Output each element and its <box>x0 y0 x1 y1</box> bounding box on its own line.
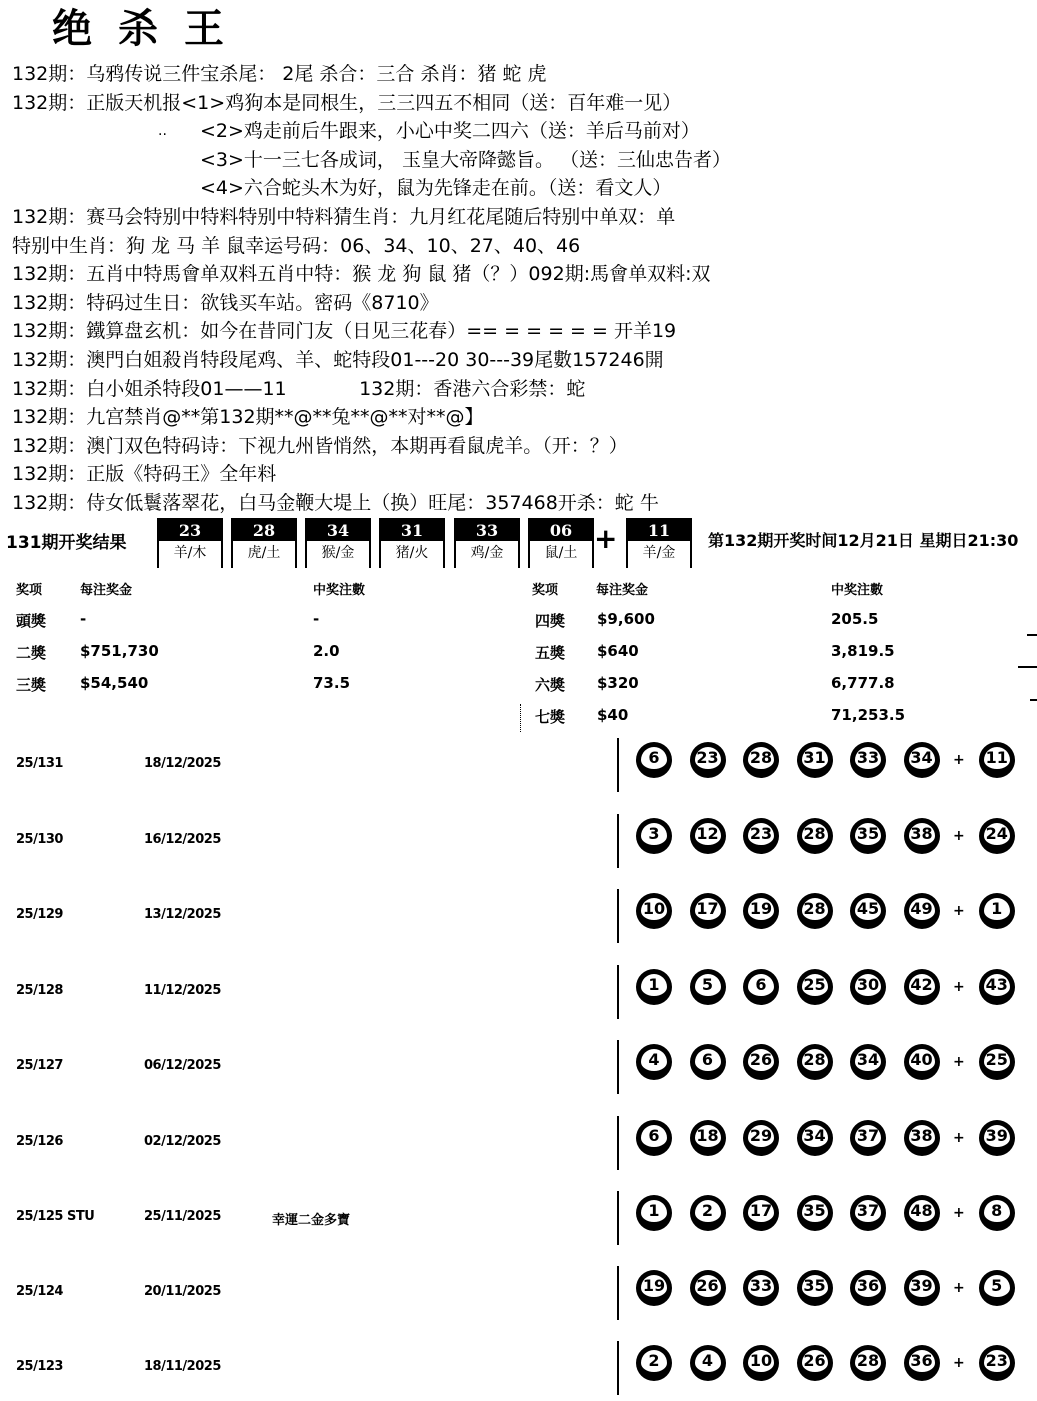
prize-winners: - <box>313 610 320 628</box>
history-issue: 25/124 <box>16 1284 63 1299</box>
history-issue: 25/129 <box>16 907 63 922</box>
plus-icon: + <box>953 1205 965 1221</box>
special-ball <box>626 518 692 568</box>
prize-tier: 頭獎 <box>16 612 47 630</box>
history-row <box>0 1341 1037 1401</box>
number-ball: 36 <box>904 1345 940 1381</box>
number-ball: 30 <box>850 969 886 1005</box>
prize-header-amount: 每注奖金 <box>596 583 649 598</box>
prize-winners: 6,777.8 <box>831 674 895 692</box>
number-ball: 10 <box>636 893 672 929</box>
number-ball: 28 <box>850 1345 886 1381</box>
draw-ball-number: 28 <box>233 520 295 541</box>
number-ball: 26 <box>797 1345 833 1381</box>
history-balls <box>636 1044 1032 1080</box>
prize-winners: 205.5 <box>831 610 879 628</box>
plus-icon: + <box>953 903 965 919</box>
prediction-line: 132期：乌鸦传说三件宝杀尾： 2尾 杀合：三合 杀肖：猪 蛇 虎 <box>12 63 547 85</box>
history-issue: 25/128 <box>16 983 63 998</box>
history-row <box>0 889 1037 949</box>
history-issue: 25/130 <box>16 832 63 847</box>
prediction-line: 132期：侍女低鬟落翠花，白马金鞭大堤上（换）旺尾：357468开杀：蛇 牛 <box>12 491 659 514</box>
number-ball: 34 <box>904 742 940 778</box>
number-ball: 19 <box>636 1270 672 1306</box>
number-ball: 1 <box>636 1195 672 1231</box>
number-ball: 4 <box>636 1044 672 1080</box>
history-row <box>0 1116 1037 1176</box>
prize-header-winners: 中奖注數 <box>831 583 884 598</box>
number-ball: 40 <box>904 1044 940 1080</box>
special-number-ball: 25 <box>979 1044 1015 1080</box>
prize-tier: 三獎 <box>16 676 47 694</box>
divider <box>520 704 522 732</box>
prediction-line: 132期：特码过生日：欲钱买车站。密码《8710》 <box>12 291 439 314</box>
draw-ball-number: 23 <box>159 520 221 541</box>
draw-ball <box>454 518 520 568</box>
prediction-line: 132期：九宫禁肖@**第132期**@**兔**@**对**@】 <box>12 406 484 429</box>
number-ball: 19 <box>743 893 779 929</box>
number-ball: 48 <box>904 1195 940 1231</box>
number-ball: 26 <box>690 1270 726 1306</box>
special-number-ball: 5 <box>979 1270 1015 1306</box>
divider <box>1018 666 1037 668</box>
prediction-line: 132期：五肖中特馬會单双料五肖中特：猴 龙 狗 鼠 猪（？）092期:馬會单双料:双 <box>12 263 711 286</box>
history-row <box>0 1266 1037 1326</box>
prediction-line: 132期：白小姐杀特段01——11 132期：香港六合彩禁：蛇 <box>12 377 586 400</box>
plus-icon: + <box>594 522 618 555</box>
divider <box>617 965 619 1019</box>
special-ball-zodiac: 羊/金 <box>642 545 676 561</box>
draw-ball-number: 06 <box>530 520 592 541</box>
divider <box>617 1191 619 1245</box>
prediction-line: 132期：赛马会特别中特料特别中特料猜生肖：九月红花尾随后特别中单双：单 <box>12 205 676 228</box>
number-ball: 37 <box>850 1120 886 1156</box>
plus-icon: + <box>953 1355 965 1371</box>
prediction-line <box>12 117 1032 146</box>
prediction-line: 132期：正版天机报<1>鸡狗本是同根生，三三四五不相同（送：百年难一见） <box>12 91 682 114</box>
divider <box>617 1116 619 1170</box>
history-issue: 25/123 <box>16 1359 63 1374</box>
number-ball: 1 <box>636 969 672 1005</box>
number-ball: 33 <box>850 742 886 778</box>
divider <box>617 1341 619 1395</box>
prediction-line: 特别中生肖：狗 龙 马 羊 鼠幸运号码：06、34、10、27、40、46 <box>12 234 581 257</box>
draw-ball-zodiac: 虎/土 <box>247 545 281 561</box>
prize-amount: $320 <box>597 674 639 692</box>
special-number-ball: 11 <box>979 742 1015 778</box>
draw-ball <box>305 518 371 568</box>
special-number-ball: 1 <box>979 893 1015 929</box>
prediction-line-text: <2>鸡走前后牛跟来，小心中奖二四六（送：羊后马前对） <box>200 120 700 143</box>
draw-ball <box>157 518 223 568</box>
prize-tier: 七獎 <box>535 708 566 726</box>
prize-amount: $54,540 <box>80 674 149 692</box>
divider <box>617 1040 619 1094</box>
history-balls <box>636 1345 1032 1381</box>
history-balls <box>636 969 1032 1005</box>
number-ball: 6 <box>743 969 779 1005</box>
prize-tier: 四獎 <box>535 612 566 630</box>
prediction-line: 132期：正版《特码王》全年料 <box>12 463 277 486</box>
prediction-line: 132期：鐵算盘玄机：如今在昔同门友（日见三花春）== = = = = = 开羊19 <box>12 320 677 343</box>
plus-icon: + <box>953 1054 965 1070</box>
history-balls <box>636 1120 1032 1156</box>
number-ball: 12 <box>690 818 726 854</box>
number-ball: 18 <box>690 1120 726 1156</box>
prize-header-winners: 中奖注數 <box>313 583 366 598</box>
history-date: 06/12/2025 <box>144 1058 221 1073</box>
draw-ball <box>231 518 297 568</box>
number-ball: 49 <box>904 893 940 929</box>
prediction-line: 132期：澳門白姐殺肖特段尾鸡、羊、蛇特段01---20 30---39尾數157246開 <box>12 348 664 371</box>
history-balls <box>636 742 1032 778</box>
number-ball: 17 <box>743 1195 779 1231</box>
number-ball: 23 <box>690 742 726 778</box>
plus-icon: + <box>953 752 965 768</box>
special-number-ball: 8 <box>979 1195 1015 1231</box>
next-draw-time: 第132期开奖时间12月21日 星期日21:30 <box>708 531 1019 550</box>
prize-header-amount: 每注奖金 <box>80 583 133 598</box>
draw-ball-number: 33 <box>456 520 518 541</box>
special-number-ball: 24 <box>979 818 1015 854</box>
history-date: 13/12/2025 <box>144 907 221 922</box>
history-balls <box>636 1270 1032 1306</box>
number-ball: 28 <box>797 818 833 854</box>
history-balls <box>636 1195 1032 1231</box>
number-ball: 34 <box>797 1120 833 1156</box>
special-number-ball: 23 <box>979 1345 1015 1381</box>
number-ball: 6 <box>636 742 672 778</box>
number-ball: 3 <box>636 818 672 854</box>
history-date: 20/11/2025 <box>144 1284 221 1299</box>
number-ball: 33 <box>743 1270 779 1306</box>
prize-amount: $751,730 <box>80 642 159 660</box>
draw-ball-zodiac: 鼠/土 <box>544 545 578 561</box>
number-ball: 38 <box>904 818 940 854</box>
number-ball: 2 <box>636 1345 672 1381</box>
history-row <box>0 738 1037 798</box>
prediction-list <box>12 60 1032 518</box>
divider <box>1030 699 1037 701</box>
prize-header-name: 奖项 <box>16 583 43 598</box>
history-row <box>0 1040 1037 1100</box>
number-ball: 45 <box>850 893 886 929</box>
number-ball: 35 <box>850 818 886 854</box>
divider <box>617 738 619 792</box>
prize-tier: 二獎 <box>16 644 47 662</box>
number-ball: 37 <box>850 1195 886 1231</box>
plus-icon: + <box>953 828 965 844</box>
history-issue: 25/126 <box>16 1134 63 1149</box>
history-date: 18/12/2025 <box>144 756 221 771</box>
number-ball: 39 <box>904 1270 940 1306</box>
prize-winners: 71,253.5 <box>831 706 906 724</box>
number-ball: 35 <box>797 1195 833 1231</box>
number-ball: 26 <box>743 1044 779 1080</box>
number-ball: 5 <box>690 969 726 1005</box>
history-row <box>0 1191 1037 1251</box>
plus-icon: + <box>953 979 965 995</box>
history-row <box>0 814 1037 874</box>
prize-header-name: 奖项 <box>532 583 559 598</box>
history-date: 02/12/2025 <box>144 1134 221 1149</box>
number-ball: 29 <box>743 1120 779 1156</box>
number-ball: 28 <box>797 1044 833 1080</box>
history-date: 11/12/2025 <box>144 983 221 998</box>
history-date: 18/11/2025 <box>144 1359 221 1374</box>
prize-tier: 五獎 <box>535 644 566 662</box>
prize-amount: $640 <box>597 642 639 660</box>
prize-winners: 3,819.5 <box>831 642 895 660</box>
history-row <box>0 965 1037 1025</box>
prize-winners: 2.0 <box>313 642 340 660</box>
number-ball: 28 <box>743 742 779 778</box>
history-issue: 25/127 <box>16 1058 63 1073</box>
number-ball: 4 <box>690 1345 726 1381</box>
number-ball: 31 <box>797 742 833 778</box>
draw-ball-number: 34 <box>307 520 369 541</box>
history-note: 幸運二金多寶 <box>272 1213 351 1228</box>
divider <box>1027 634 1037 636</box>
number-ball: 2 <box>690 1195 726 1231</box>
special-number-ball: 43 <box>979 969 1015 1005</box>
history-date: 25/11/2025 <box>144 1209 221 1224</box>
prediction-line: <4>六合蛇头木为好，鼠为先锋走在前。（送：看文人） <box>200 177 672 200</box>
indent-dots: .. <box>158 123 167 140</box>
draw-ball-number: 31 <box>381 520 443 541</box>
draw-ball-zodiac: 猪/火 <box>395 545 429 561</box>
draw-ball <box>379 518 445 568</box>
page-title: 绝杀王 <box>52 5 250 52</box>
last-draw-label: 131期开奖结果 <box>6 533 127 553</box>
prediction-line: <3>十一三七各成词， 玉皇大帝降懿旨。 （送：三仙忠告者） <box>200 148 732 171</box>
history-issue: 25/125 STU <box>16 1209 95 1224</box>
draw-ball-zodiac: 鸡/金 <box>470 545 504 561</box>
prize-winners: 73.5 <box>313 674 351 692</box>
history-date: 16/12/2025 <box>144 832 221 847</box>
number-ball: 6 <box>636 1120 672 1156</box>
last-draw-result <box>0 516 1037 568</box>
number-ball: 36 <box>850 1270 886 1306</box>
special-ball-number: 11 <box>628 520 690 541</box>
divider <box>617 1266 619 1320</box>
divider <box>617 814 619 868</box>
number-ball: 28 <box>797 893 833 929</box>
prize-amount: - <box>80 610 87 628</box>
divider <box>617 889 619 943</box>
number-ball: 34 <box>850 1044 886 1080</box>
plus-icon: + <box>953 1280 965 1296</box>
history-issue: 25/131 <box>16 756 63 771</box>
draw-ball-zodiac: 羊/木 <box>173 545 207 561</box>
history-balls <box>636 818 1032 854</box>
number-ball: 38 <box>904 1120 940 1156</box>
number-ball: 10 <box>743 1345 779 1381</box>
prize-amount: $9,600 <box>597 610 655 628</box>
history-balls <box>636 893 1032 929</box>
draw-ball-zodiac: 猴/金 <box>321 545 355 561</box>
number-ball: 25 <box>797 969 833 1005</box>
plus-icon: + <box>953 1130 965 1146</box>
number-ball: 42 <box>904 969 940 1005</box>
number-ball: 35 <box>797 1270 833 1306</box>
number-ball: 23 <box>743 818 779 854</box>
prize-amount: $40 <box>597 706 629 724</box>
number-ball: 6 <box>690 1044 726 1080</box>
prize-tier: 六獎 <box>535 676 566 694</box>
prediction-line: 132期：澳门双色特码诗：下视九州皆悄然，本期再看鼠虎羊。（开：？） <box>12 434 628 457</box>
number-ball: 17 <box>690 893 726 929</box>
special-number-ball: 39 <box>979 1120 1015 1156</box>
draw-ball <box>528 518 594 568</box>
